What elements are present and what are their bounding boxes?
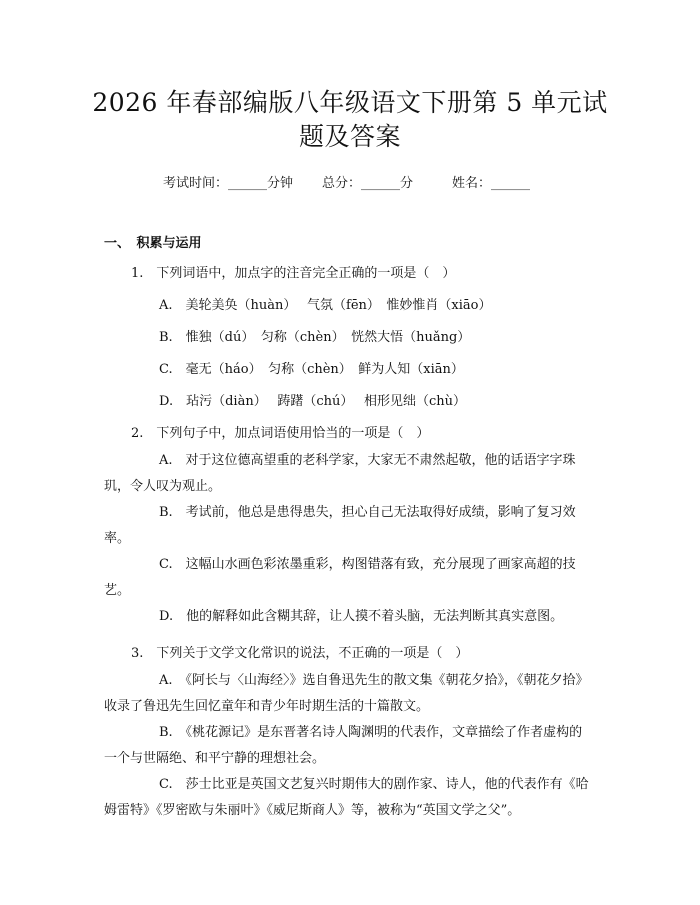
- page-title-line2: 题及答案: [298, 122, 401, 151]
- total-score-field: 总分：______分: [322, 176, 414, 191]
- question-1-option-b: B. 惟独（dú） 匀称（chèn） 恍然大悟（huǎng）: [159, 330, 471, 345]
- question-3-option-a: A. 《阿长与〈山海经〉》选自鲁迅先生的散文集《朝花夕拾》，《朝花夕拾》收录了鲁迅先生回忆童年和青少年时期生活的十篇散文。: [104, 673, 589, 714]
- question-3-option-b: B. 《桃花源记》是东晋著名诗人陶渊明的代表作，文章描绘了作者虚构的一个与世隔绝、和平宁静的理想社会。: [104, 725, 583, 766]
- question-1-option-a: A. 美轮美奂（huàn） 气氛（fēn） 惟妙惟肖（xiāo）: [159, 298, 492, 313]
- question-3-stem: 3. 下列关于文学文化常识的说法，不正确的一项是（ ）: [131, 646, 469, 661]
- student-name-field: 姓名：______: [452, 176, 531, 191]
- question-2-stem: 2. 下列句子中，加点词语使用恰当的一项是（ ）: [131, 426, 430, 441]
- page-title-line1: 2026 年春部编版八年级语文下册第 5 单元试: [92, 88, 608, 117]
- question-2-option-b: B. 考试前，他总是患得患失，担心自己无法取得好成绩，影响了复习效率。: [104, 505, 576, 546]
- exam-time-field: 考试时间：______分钟: [163, 176, 294, 191]
- question-2-option-d: D. 他的解释如此含糊其辞，让人摸不着头脑，无法判断其真实意图。: [159, 609, 564, 624]
- question-2-option-a: A. 对于这位德高望重的老科学家，大家无不肃然起敬，他的话语字字珠玑，令人叹为观止。: [104, 453, 576, 494]
- question-2-option-c: C. 这幅山水画色彩浓墨重彩，构图错落有致，充分展现了画家高超的技艺。: [104, 557, 576, 598]
- question-3-option-c: C. 莎士比亚是英国文艺复兴时期伟大的剧作家、诗人，他的代表作有《哈姆雷特》《罗密欧与朱丽叶》《威尼斯商人》等，被称为“英国文学之父”。: [104, 777, 589, 818]
- question-1-option-d: D. 玷污（diàn） 踌躇（chú） 相形见绌（chù）: [159, 394, 467, 409]
- section-heading: 一、 积累与运用: [104, 236, 202, 251]
- question-1-option-c: C. 毫无（háo） 匀称（chèn） 鲜为人知（xiān）: [159, 362, 464, 377]
- question-1-stem: 1. 下列词语中，加点字的注音完全正确的一项是（ ）: [131, 266, 456, 281]
